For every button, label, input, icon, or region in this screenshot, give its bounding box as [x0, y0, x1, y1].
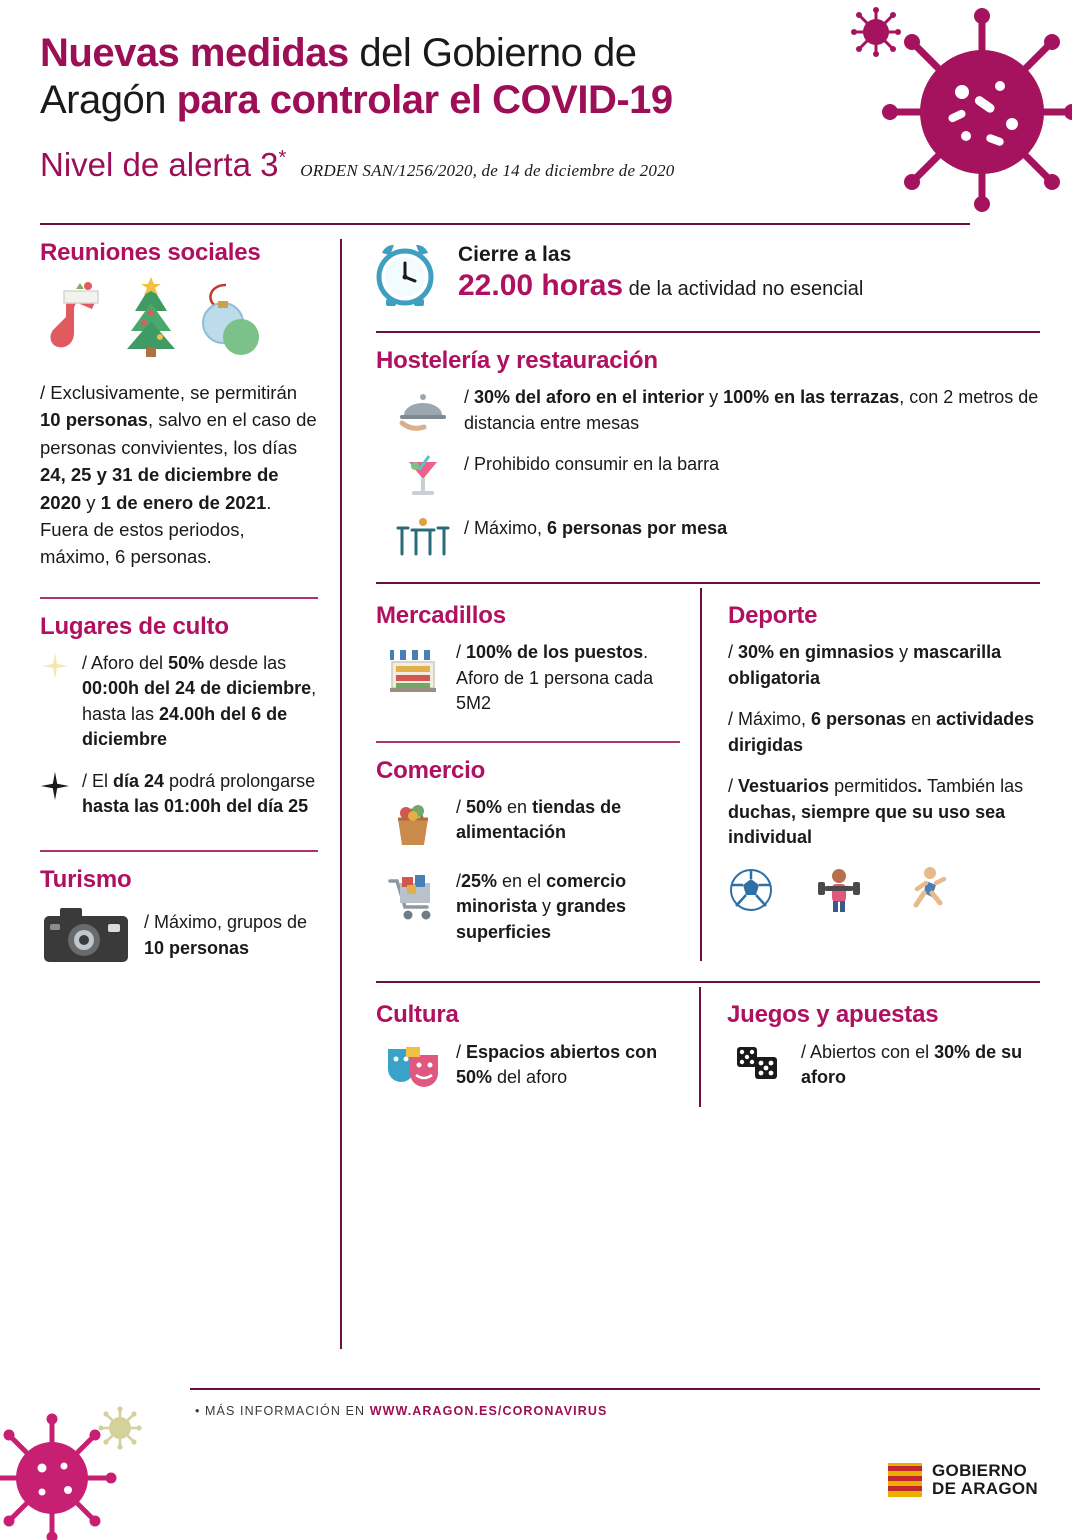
table-chairs-icon	[394, 516, 452, 560]
christmas-icons	[44, 277, 318, 361]
camera-icon	[40, 904, 132, 968]
closing-line1: Cierre a las	[458, 243, 863, 267]
closing-hours-block	[368, 225, 1040, 309]
footer-divider	[190, 1388, 1040, 1390]
cultura-item	[382, 1039, 681, 1091]
section-title-deporte: Deporte	[728, 602, 1040, 630]
government-name	[932, 1462, 1038, 1498]
rich-text: / 30% del aforo en el interior y 100% en las terrazas, con 2 metros de distancia entre mesas	[464, 387, 1038, 433]
deporte-item-2	[728, 707, 1040, 758]
comercio-item-2	[382, 869, 680, 946]
culto-item-2-text	[82, 769, 318, 820]
christmas-stocking-icon	[44, 277, 106, 361]
alert-level-asterisk: *	[278, 147, 286, 169]
rich-text: /25% en el comercio minorista y grandes superficies	[456, 871, 626, 942]
hosteleria-item-3-text	[464, 516, 727, 542]
mercadillos-item	[382, 640, 680, 717]
reuniones-text	[40, 379, 318, 571]
food-service-tray-icon	[394, 385, 452, 431]
hosteleria-item-1	[394, 385, 1040, 436]
page-header	[0, 0, 1080, 225]
christmas-bauble-icon	[196, 277, 262, 361]
soccer-ball-icon	[728, 867, 774, 913]
left-column	[40, 225, 340, 1375]
rich-text: / El día 24 podrá prolongarse hasta las 01:00h del día 25	[82, 771, 315, 817]
deporte-item-1	[728, 640, 1040, 691]
shopping-basket-icon	[382, 795, 444, 853]
runner-icon	[904, 865, 948, 915]
deporte-icons	[728, 865, 1040, 915]
deporte-item-3	[728, 774, 1040, 851]
culto-item-1-text	[82, 651, 318, 753]
rich-text: / Prohibido consumir en la barra	[464, 454, 719, 474]
section-title-turismo: Turismo	[40, 866, 318, 894]
right-divider-3	[376, 981, 1040, 983]
rich-text: / Máximo, 6 personas por mesa	[464, 518, 727, 538]
right-divider-1	[376, 331, 1040, 333]
coronavirus-small-icon	[850, 6, 902, 58]
cultura-text	[456, 1040, 681, 1091]
cocktail-glass-icon	[394, 452, 452, 500]
star-burst-icon	[40, 651, 70, 681]
weight-lifter-icon	[812, 866, 866, 914]
closing-suffix: de la actividad no esencial	[629, 278, 864, 300]
more-info	[195, 1404, 607, 1418]
star-burst-icon	[40, 769, 70, 803]
culto-item-2	[40, 769, 318, 820]
left-divider-2	[40, 850, 318, 852]
section-title-reuniones: Reuniones sociales	[40, 239, 318, 267]
title-part-4: para controlar el COVID-19	[177, 78, 673, 122]
closing-time: 22.00 horas	[458, 269, 623, 302]
section-title-juegos: Juegos y apuestas	[727, 1001, 1040, 1029]
rich-text: / Máximo, grupos de 10 personas	[144, 912, 307, 958]
mercadillos-text	[456, 640, 680, 717]
more-info-prefix: • MÁS INFORMACIÓN EN	[195, 1404, 370, 1418]
section-title-cultura: Cultura	[376, 1001, 681, 1029]
gov-line-1: GOBIERNO	[932, 1462, 1038, 1480]
dice-icon	[727, 1039, 789, 1091]
left-divider-1	[40, 597, 318, 599]
title-part-2: del Gobierno de	[359, 31, 636, 75]
rich-text: / 30% en gimnasios y mascarilla obligatoria	[728, 642, 1001, 688]
rich-text: / Vestuarios permitidos. También las duchas, siempre que su uso sea individual	[728, 776, 1023, 847]
title-part-3: Aragón	[40, 78, 166, 122]
closing-line2	[458, 269, 863, 303]
right-divider-2	[376, 582, 1040, 584]
rich-text: / 100% de los puestos. Aforo de 1 persona cada 5M2	[456, 642, 653, 713]
comercio-item-2-text	[456, 869, 680, 946]
alert-level	[40, 146, 286, 184]
theatre-masks-icon	[382, 1039, 444, 1091]
juegos-item	[727, 1039, 1040, 1091]
alarm-clock-icon	[368, 237, 442, 309]
hosteleria-item-2-text	[464, 452, 719, 478]
closing-hours-text	[458, 243, 863, 303]
mid-grid	[368, 588, 1040, 961]
section-title-comercio: Comercio	[376, 757, 680, 785]
mid-left-cell	[368, 588, 700, 961]
rich-text: / Exclusivamente, se permitirán 10 personas, salvo en el caso de personas convivientes, los días 24, 25 y 31 de diciembre de 2020 y 1 de enero de 2021. Fuera de estos periodos, máximo, 6 personas.	[40, 382, 317, 567]
hosteleria-item-1-text	[464, 385, 1040, 436]
cultura-cell	[368, 987, 699, 1107]
order-reference: ORDEN SAN/1256/2020, de 14 de diciembre de 2020	[300, 161, 674, 181]
shopping-cart-icon	[382, 869, 444, 927]
more-info-url[interactable]: WWW.ARAGON.ES/CORONAVIRUS	[370, 1404, 608, 1418]
juegos-cell	[699, 987, 1040, 1107]
rich-text: / Espacios abiertos con 50% del aforo	[456, 1042, 657, 1088]
rich-text: / Máximo, 6 personas en actividades dirigidas	[728, 709, 1034, 755]
section-title-culto: Lugares de culto	[40, 613, 318, 641]
aragon-flag-icon	[888, 1463, 922, 1497]
comercio-item-1-text	[456, 795, 680, 846]
juegos-text	[801, 1040, 1040, 1091]
section-title-hosteleria: Hostelería y restauración	[376, 347, 1040, 375]
christmas-tree-icon	[120, 277, 182, 361]
hosteleria-item-2	[394, 452, 1040, 500]
rich-text: / Aforo del 50% desde las 00:00h del 24 de diciembre, hasta las 24.00h del 6 de diciembre	[82, 653, 316, 750]
section-title-mercadillos: Mercadillos	[376, 602, 680, 630]
page-footer	[0, 1378, 1080, 1528]
coronavirus-footer-small-icon	[98, 1406, 142, 1450]
government-logo	[888, 1462, 1038, 1498]
header-divider	[40, 223, 970, 225]
turismo-text	[144, 910, 318, 961]
rich-text: / 50% en tiendas de alimentación	[456, 797, 621, 843]
mid-right-cell	[700, 588, 1040, 961]
right-column	[342, 225, 1040, 1375]
turismo-item	[40, 904, 318, 968]
culto-item-1	[40, 651, 318, 753]
hosteleria-item-3	[394, 516, 1040, 560]
gov-line-2: DE ARAGON	[932, 1480, 1038, 1498]
title-part-1: Nuevas medidas	[40, 31, 349, 75]
mid-left-divider	[376, 741, 680, 743]
bottom-grid	[368, 987, 1040, 1107]
market-stall-icon	[382, 640, 444, 698]
alert-level-text: Nivel de alerta 3	[40, 146, 278, 183]
comercio-item-1	[382, 795, 680, 853]
main-content	[0, 225, 1080, 1375]
rich-text: / Abiertos con el 30% de su aforo	[801, 1042, 1022, 1088]
